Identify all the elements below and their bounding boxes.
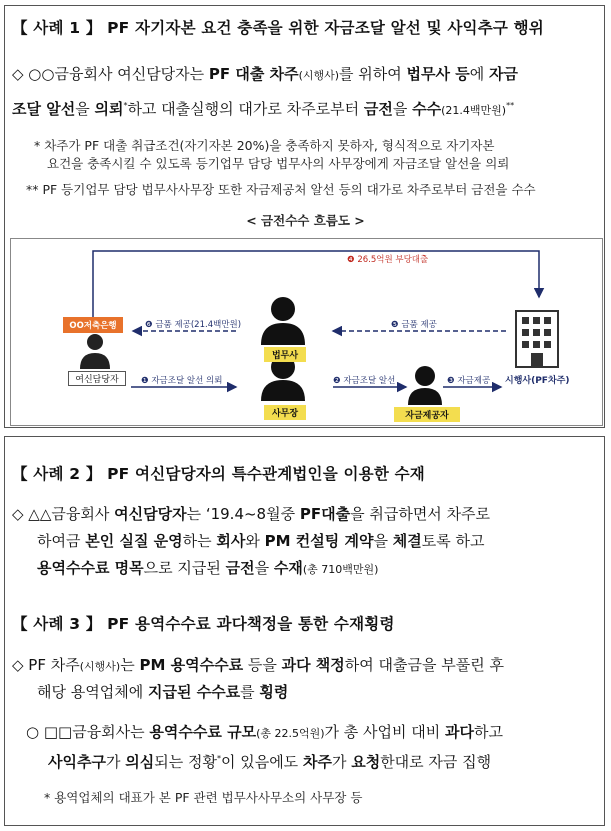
provider-person-icon: [408, 366, 442, 405]
text-bold: 횡령: [259, 683, 289, 701]
building-icon: [516, 311, 558, 367]
text: 을: [373, 532, 393, 550]
case2-line1: [12, 504, 490, 524]
developer-label: 시행사(PF차주): [505, 376, 570, 386]
law-office-title-line2: 사무소: [269, 277, 299, 288]
case2-line3: [37, 558, 378, 580]
officer-person-icon: [80, 334, 110, 369]
footnote-mark: *: [123, 101, 128, 110]
case3-line2: [37, 682, 288, 702]
case1-note2: ** PF 등기업무 담당 법무사사무장 또한 자금제공처 알선 등의 대가로 차주로부터 금전을 수수: [26, 182, 536, 197]
arrow-6-label: ❻ 금품 제공(21.4백만원): [145, 320, 242, 330]
text-bold: 지급된 수수료: [147, 683, 241, 701]
lawyer-label: 법무사: [264, 347, 306, 362]
text-bold: 수수: [412, 100, 442, 118]
text: 는 ‘19.4~8월중: [186, 505, 300, 523]
text: 을: [254, 559, 274, 577]
case3-sub-line2: [48, 749, 491, 772]
arrow-2-label: ❷ 자금조달 알선: [333, 376, 396, 386]
text: ◇ △△금융회사: [12, 505, 115, 523]
text: ◇ ○○금융회사 여신담당자는: [12, 65, 209, 83]
arrow-1-label: ❶ 자금조달 알선 의뢰: [141, 376, 223, 386]
arrow-3-label: ❸ 자금제공: [447, 376, 491, 386]
case1-heading: 【 사례 1 】 PF 자기자본 요건 충족을 위한 자금조달 알선 및 사익추구 행위: [12, 19, 544, 37]
text-small: (시행사): [79, 660, 121, 673]
footnote-mark: *: [216, 754, 221, 763]
text-small: (총 710백만원): [302, 563, 379, 576]
text-bold: 체결: [392, 532, 422, 550]
officer-label: 여신담당자: [68, 371, 126, 386]
text: 토록 하고: [421, 532, 485, 550]
provider-label: 자금제공자: [394, 407, 460, 422]
text-bold: 법무사 등: [406, 65, 470, 83]
case3-sub-line1: [26, 722, 503, 744]
case3-note: * 용역업체의 대표가 본 PF 관련 법무사사무소의 사무장 등: [44, 790, 363, 805]
text: 을: [392, 100, 413, 118]
text: 하고 대출실행의 대가로 차주로부터: [127, 100, 364, 118]
text: 하여 대출금을 부풀린 후: [344, 656, 504, 674]
text-bold: 조달 알선: [12, 100, 76, 118]
flow-title: < 금전수수 흐름도 >: [246, 213, 365, 228]
case1-paragraph-line1: [12, 64, 518, 86]
text-bold: 용역수수료 규모: [149, 723, 257, 741]
text-bold: PF대출: [299, 505, 351, 523]
lawyer-person-icon: [261, 297, 305, 345]
text-bold: 여신담당자: [114, 505, 187, 523]
text: 하여금: [37, 532, 86, 550]
text-bold: PM 용역수수료: [139, 656, 244, 674]
text-bold: 의뢰: [94, 100, 124, 118]
case1-note1-line2: 요건을 충족시킬 수 있도록 등기업무 담당 법무사의 사무장에게 자금조달 알선을 의뢰: [47, 156, 510, 171]
text: 등을: [243, 656, 282, 674]
case2-heading: 【 사례 2 】 PF 여신담당자의 특수관계법인을 이용한 수재: [12, 465, 425, 483]
text: 하는: [182, 532, 217, 550]
text-small: (21.4백만원): [441, 104, 507, 117]
text-bold: 의심: [125, 753, 155, 771]
text-bold: 수재: [273, 559, 303, 577]
text: 와: [245, 532, 265, 550]
text-small: (총 22.5억원): [256, 727, 325, 740]
law-office-title-line1: ○○법무사: [260, 264, 308, 275]
text-bold: PM 컨설팅 계약: [264, 532, 374, 550]
text: 에: [469, 65, 489, 83]
text: 하고: [474, 723, 504, 741]
case1-note1-line1: * 차주가 PF 대출 취급조건(자기자본 20%)을 충족하지 못하자, 형식적으로 자기자본: [34, 138, 495, 153]
text: 를 위하여: [339, 65, 407, 83]
text-bold: 금전: [225, 559, 255, 577]
text: 되는 정황: [154, 753, 217, 771]
text: 으로 지급된: [143, 559, 226, 577]
bank-label: OO저축은행: [63, 317, 123, 333]
text: 을 취급하면서 차주로: [350, 505, 491, 523]
arrow-4-label: ❹ 26.5억원 부당대출: [347, 255, 429, 265]
text-bold: 회사: [216, 532, 246, 550]
manager-label: 사무장: [264, 405, 306, 420]
text-bold: 사익추구: [48, 753, 106, 771]
text-bold: 용역수수료 명목: [37, 559, 144, 577]
text: 을: [75, 100, 95, 118]
case1-paragraph-line2: [12, 96, 514, 121]
case3-heading: 【 사례 3 】 PF 용역수수료 과다책정을 통한 수재횡령: [12, 615, 395, 633]
text-bold: 과다: [445, 723, 475, 741]
text: 를: [240, 683, 260, 701]
arrow-5-label: ❺ 금품 제공: [391, 320, 437, 330]
text-bold: 본인 실질 운영: [85, 532, 183, 550]
text-bold: 요청: [351, 753, 381, 771]
case2-line2: [37, 531, 484, 551]
text-small: (시행사): [298, 69, 340, 82]
footnote-mark: **: [506, 101, 515, 110]
text: 가: [105, 753, 126, 771]
text: 는: [120, 656, 140, 674]
text-bold: 금전: [363, 100, 393, 118]
text-bold: PF 대출 차주: [208, 65, 299, 83]
text: ○ □□금융회사는: [26, 723, 150, 741]
text-bold: 자금: [489, 65, 518, 83]
text: 가: [331, 753, 352, 771]
text: 이 있음에도: [220, 753, 303, 771]
case3-line1: [12, 655, 504, 677]
money-flow-diagram: [10, 238, 603, 426]
text-bold: 차주: [302, 753, 332, 771]
law-office-title: [239, 263, 329, 289]
text: 해당 용역업체에: [37, 683, 148, 701]
text: 한대로 자금 집행: [380, 753, 492, 771]
text: ◇ PF 차주: [12, 656, 80, 674]
text-bold: 과다 책정: [281, 656, 345, 674]
text: 가 총 사업비 대비: [324, 723, 446, 741]
